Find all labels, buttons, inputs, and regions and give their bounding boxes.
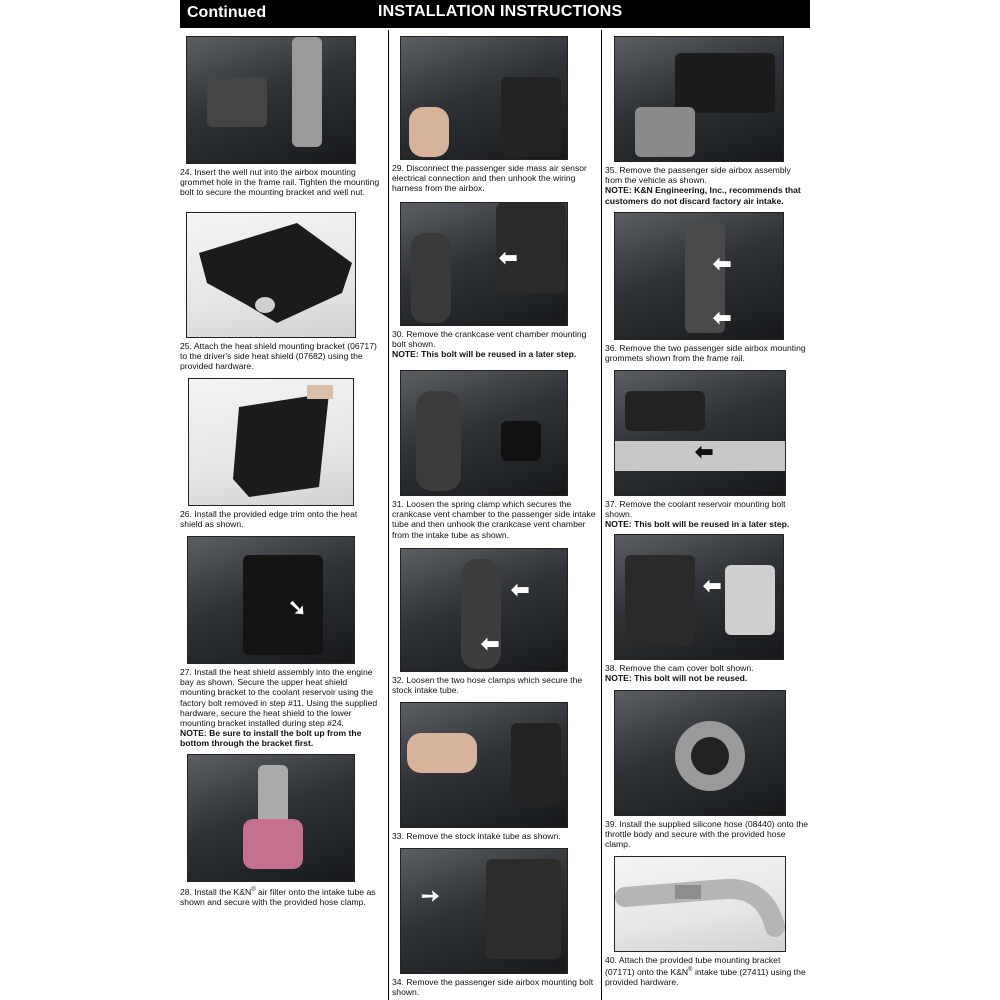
- step-24-photo: [186, 36, 356, 164]
- step-30-text: 30. Remove the crankcase vent chamber mounting bolt shown.: [392, 329, 587, 350]
- step-40-text-a: 40. Attach the provided tube mounting bracket (07171) onto the K&N: [605, 955, 781, 978]
- step-40-photo: [614, 856, 786, 952]
- step-28-text-b: air filter onto the intake tube as shown and secure with the provided hose clamp.: [180, 886, 376, 908]
- step-28-text-a: 28. Install the K&N: [180, 886, 252, 897]
- step-35: [605, 36, 810, 206]
- arrow-icon: ⬅: [511, 577, 530, 602]
- arrow-icon: ⬅: [713, 251, 732, 276]
- step-27: [180, 536, 380, 749]
- step-36: [605, 212, 810, 363]
- step-39: [605, 690, 810, 850]
- step-32: [392, 548, 596, 695]
- step-37: [605, 370, 810, 530]
- step-31-caption: 31. Loosen the spring clamp which secures the crankcase vent chamber to the passenger side intake tube and then unhook the crankcase vent chamber from the intake tube as shown.: [392, 499, 596, 540]
- step-30: [392, 202, 596, 360]
- step-28-photo: [187, 754, 355, 882]
- step-36-photo: [614, 212, 784, 340]
- step-31: [392, 370, 596, 540]
- step-29-photo: [400, 36, 568, 160]
- registered-mark: ®: [688, 967, 693, 974]
- step-28-caption: [180, 885, 380, 907]
- step-27-note: NOTE: Be sure to install the bolt up from the bottom through the bracket first.: [180, 728, 362, 749]
- header-bar: [180, 0, 810, 28]
- step-39-caption: 39. Install the supplied silicone hose (08440) onto the throttle body and secure with the provided hose clamp.: [605, 819, 809, 850]
- column-divider: [601, 30, 602, 1000]
- step-40: [605, 856, 810, 987]
- step-27-photo: [187, 536, 355, 664]
- step-30-caption: [392, 329, 596, 360]
- step-38-photo: [614, 534, 784, 660]
- arrow-icon: ⬅: [713, 305, 732, 330]
- step-34-caption: 34. Remove the passenger side airbox mounting bolt shown.: [392, 977, 594, 998]
- step-40-text-b: intake tube (27411) using the provided hardware.: [605, 967, 806, 988]
- step-34: [392, 848, 596, 997]
- step-25-caption: 25. Attach the heat shield mounting bracket (06717) to the driver's side heat shield (07682) using the provided hardware.: [180, 341, 377, 372]
- step-26-caption: 26. Install the provided edge trim onto the heat shield as shown.: [180, 509, 358, 530]
- step-37-note: NOTE: This bolt will be reused in a later step.: [605, 519, 790, 530]
- step-36-caption: 36. Remove the two passenger side airbox mounting grommets shown from the frame rail.: [605, 343, 806, 364]
- step-34-photo: [400, 848, 568, 974]
- step-35-note: NOTE: K&N Engineering, Inc., recommends that customers do not discard factory air intake.: [605, 185, 801, 206]
- step-27-text: 27. Install the heat shield assembly into the engine bay as shown. Secure the upper heat shield mounting bracket to the coolant reservoir using the factory bolt removed in step #11. Using the supplied hardware, secure the heat shield to the lower mounting bracket installed during step #24.: [180, 667, 378, 729]
- step-33: [392, 702, 596, 841]
- step-38-caption: [605, 663, 810, 683]
- step-33-photo: [400, 702, 568, 828]
- step-28: [180, 754, 380, 907]
- arrow-icon: ⬅: [499, 245, 518, 270]
- step-35-caption: [605, 165, 810, 206]
- step-29-caption: 29. Disconnect the passenger side mass air sensor electrical connection and then unhook the wiring harness from the airbox.: [392, 163, 587, 194]
- step-27-caption: [180, 667, 380, 749]
- step-40-caption: [605, 955, 810, 987]
- step-26-photo: [188, 378, 354, 506]
- step-35-text: 35. Remove the passenger side airbox assembly from the vehicle as shown.: [605, 165, 791, 186]
- arrow-icon: ➙: [421, 883, 440, 908]
- step-24-caption: 24. Insert the well nut into the airbox mounting grommet hole in the frame rail. Tighten the mounting bolt to secure the mounting bracket and well nut.: [180, 167, 380, 198]
- step-25: [180, 212, 380, 372]
- step-32-caption: 32. Loosen the two hose clamps which secure the stock intake tube.: [392, 675, 583, 696]
- step-37-caption: [605, 499, 810, 530]
- step-26: [180, 378, 380, 529]
- registered-mark: ®: [251, 887, 256, 893]
- step-35-photo: [614, 36, 784, 162]
- step-37-photo: [614, 370, 786, 496]
- step-25-photo: [186, 212, 356, 338]
- continued-label: Continued: [187, 4, 267, 21]
- step-38: [605, 534, 810, 683]
- step-29: [392, 36, 596, 194]
- step-24: [180, 36, 380, 198]
- step-30-photo: [400, 202, 568, 326]
- step-31-photo: [400, 370, 568, 496]
- step-38-text: 38. Remove the cam cover bolt shown.: [605, 663, 754, 673]
- step-38-note: NOTE: This bolt will not be reused.: [605, 673, 748, 684]
- arrow-icon: ➘: [288, 595, 307, 620]
- page-title: INSTALLATION INSTRUCTIONS: [378, 3, 623, 20]
- step-39-photo: [614, 690, 786, 816]
- step-37-text: 37. Remove the coolant reservoir mounting bolt shown.: [605, 499, 786, 520]
- arrow-icon: ⬅: [695, 439, 714, 464]
- arrow-icon: ⬅: [481, 631, 500, 656]
- column-divider: [388, 30, 389, 1000]
- step-30-note: NOTE: This bolt will be reused in a later step.: [392, 349, 577, 360]
- step-32-photo: [400, 548, 568, 672]
- step-33-caption: 33. Remove the stock intake tube as shown.: [392, 831, 561, 841]
- arrow-icon: ⬅: [703, 573, 722, 598]
